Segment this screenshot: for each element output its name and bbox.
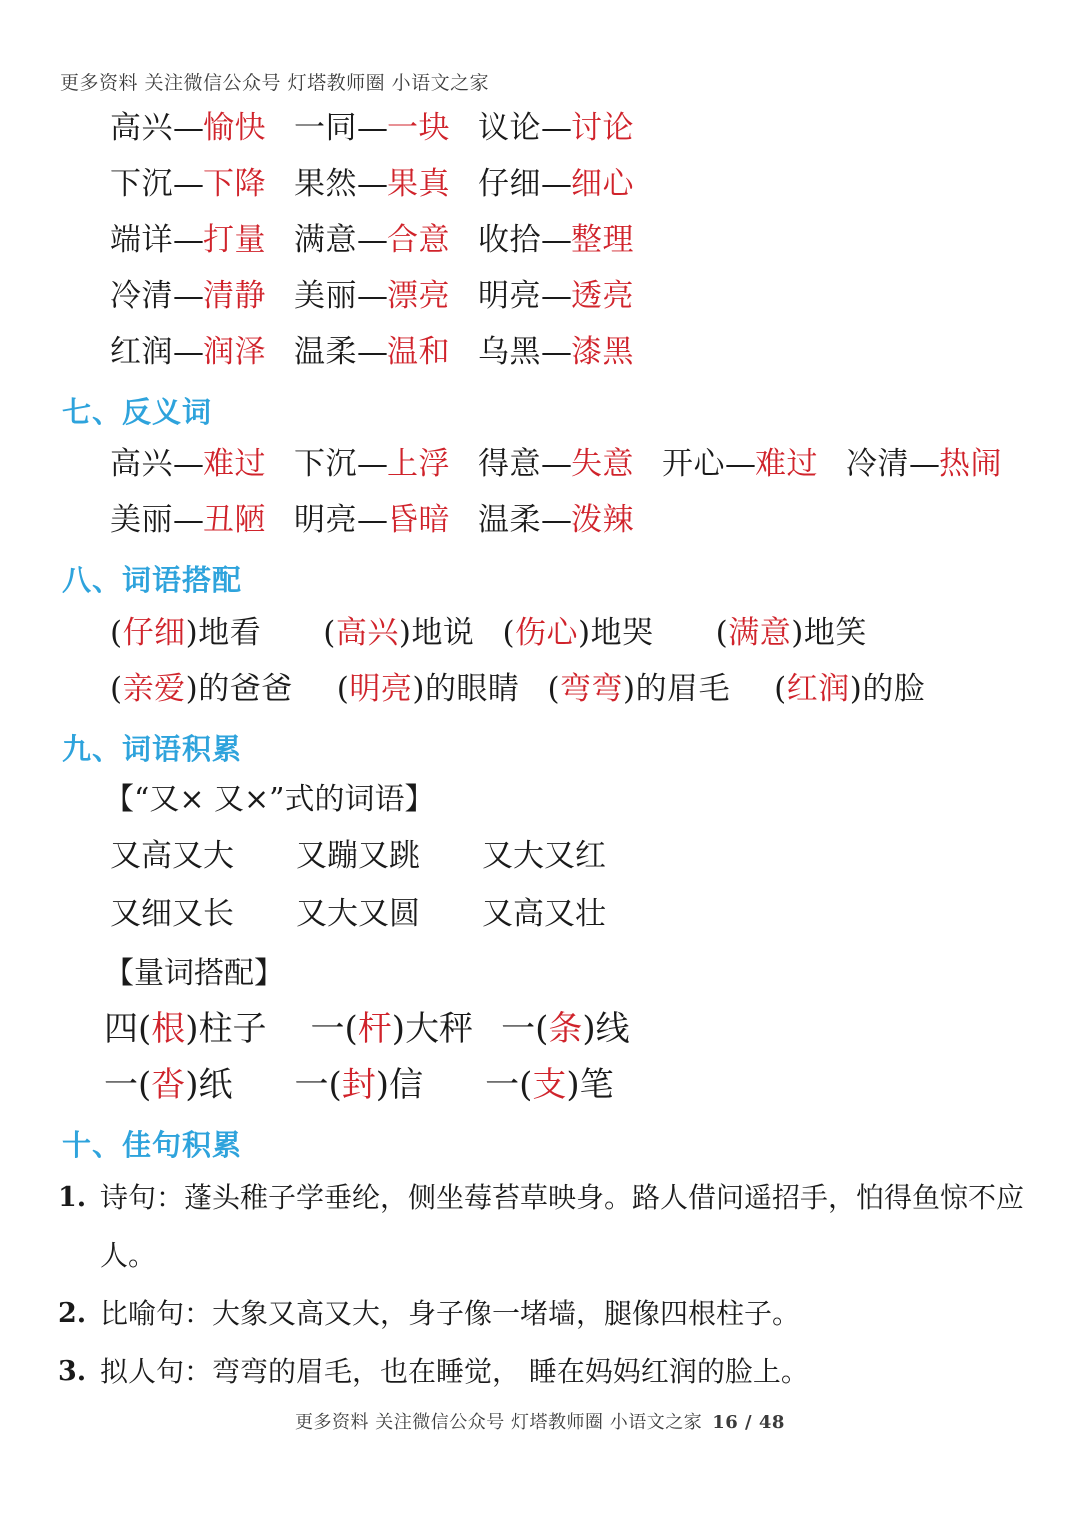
blank-answer: 亲爱 — [122, 670, 186, 707]
liangci-number: 四 — [104, 1008, 138, 1049]
pair-right: 难过 — [203, 446, 266, 483]
pair-dash: — — [909, 446, 939, 483]
section-heading-8: 八、词语搭配 — [62, 563, 243, 598]
blank-answer: 满意 — [728, 614, 792, 651]
collocation-tail: 的脸 — [862, 670, 926, 707]
pair-dash: — — [541, 166, 571, 202]
synonym-row — [110, 100, 1080, 156]
pair-dash: — — [173, 334, 203, 370]
pair-right: 打量 — [203, 222, 266, 258]
section-heading-9: 九、词语积累 — [62, 731, 243, 766]
running-footer-text: 更多资料 关注微信公众号 灯塔教师圈 小语文之家 — [295, 1412, 703, 1433]
pair-dash: — — [541, 222, 571, 258]
list-item-text: 拟人句：弯弯的眉毛，也在睡觉， 睡在妈妈红润的脸上。 — [100, 1355, 809, 1388]
liangci-noun: 大秤 — [405, 1008, 474, 1049]
word-pair — [478, 212, 634, 268]
paren-open: ( — [535, 1008, 549, 1049]
pair-left: 开心 — [662, 446, 725, 483]
pair-right: 失意 — [571, 446, 634, 483]
you-x-word: 又高又大 — [110, 837, 234, 874]
collocation-item — [323, 605, 474, 661]
synonym-row — [110, 212, 1080, 268]
you-x-word: 又大又圆 — [296, 895, 420, 932]
subsection-title-you-x: 【“又× 又×”式的词语】 — [104, 781, 435, 817]
blank-answer: 杆 — [357, 1008, 392, 1049]
paren-close: ) — [412, 670, 425, 707]
section-heading-7: 七、反义词 — [62, 395, 213, 429]
word-pair — [110, 268, 266, 324]
antonym-row — [110, 492, 1080, 548]
pair-dash: — — [173, 502, 203, 539]
paren-open: ( — [138, 1064, 152, 1105]
synonym-row — [110, 324, 1080, 380]
pair-left: 得意 — [478, 446, 541, 483]
you-x-word: 又蹦又跳 — [296, 837, 420, 874]
paren-close: ) — [582, 1008, 596, 1049]
word-pair — [478, 268, 634, 324]
word-pair — [294, 156, 450, 212]
pair-dash: — — [357, 166, 387, 202]
paren-close: ) — [791, 614, 804, 651]
liangci-number: 一 — [104, 1064, 138, 1105]
word-pair — [478, 436, 634, 492]
liangci-item — [104, 1057, 233, 1113]
pair-left: 高兴 — [110, 446, 173, 483]
paren-open: ( — [328, 1064, 342, 1105]
collocation-row — [110, 605, 1080, 661]
pair-dash: — — [541, 502, 571, 539]
pair-left: 下沉 — [294, 446, 357, 483]
pair-left: 冷清 — [846, 446, 909, 483]
liangci-number: 一 — [501, 1008, 536, 1049]
liangci-list — [0, 1001, 1080, 1113]
pair-right: 整理 — [571, 222, 634, 258]
word-pair — [110, 212, 266, 268]
you-x-word: 又细又长 — [110, 895, 234, 932]
collocation-item — [110, 661, 293, 717]
word-pair — [110, 324, 266, 380]
word-pair — [478, 100, 634, 156]
blank-answer: 明亮 — [349, 670, 413, 707]
paren-close: ) — [849, 670, 863, 707]
you-x-word: 又大又红 — [482, 837, 606, 874]
list-item-text: 诗句：蓬头稚子学垂纶，侧坐莓苔草映身。路人借问遥招手，怕得鱼惊不应人。 — [100, 1181, 1025, 1272]
paren-close: ) — [623, 670, 636, 707]
pair-right: 难过 — [755, 446, 818, 483]
pair-dash: — — [357, 334, 387, 370]
collocation-item — [110, 605, 261, 661]
pair-left: 果然 — [294, 166, 357, 202]
word-pair — [110, 436, 266, 492]
pair-left: 满意 — [294, 222, 357, 258]
synonym-row — [110, 268, 1080, 324]
paren-close: ) — [185, 1064, 199, 1105]
paren-open: ( — [519, 1064, 533, 1105]
pair-right: 昏暗 — [387, 502, 450, 539]
collocation-list — [0, 605, 1080, 717]
pair-right: 温和 — [387, 334, 450, 370]
collocation-tail: 地看 — [198, 614, 262, 651]
word-pair — [110, 156, 266, 212]
subsection-title-liangci: 【量词搭配】 — [104, 955, 284, 991]
pair-dash: — — [541, 446, 571, 483]
pair-left: 美丽 — [294, 278, 357, 314]
paren-open: ( — [138, 1008, 152, 1049]
pair-dash: — — [541, 110, 571, 146]
pair-right: 一块 — [387, 110, 450, 146]
paren-close: ) — [375, 1064, 390, 1105]
pair-left: 下沉 — [110, 166, 173, 202]
list-item — [58, 1169, 1066, 1285]
paren-open: ( — [110, 670, 123, 707]
pair-left: 高兴 — [110, 110, 173, 146]
liangci-noun: 纸 — [198, 1064, 233, 1105]
paren-close: ) — [185, 1008, 199, 1049]
pair-right: 合意 — [387, 222, 450, 258]
liangci-item — [104, 1001, 267, 1057]
page-number: 16 / 48 — [712, 1412, 785, 1433]
pair-left: 仔细 — [478, 166, 541, 202]
paren-open: ( — [336, 670, 350, 707]
word-pair — [110, 492, 266, 548]
pair-dash: — — [173, 446, 203, 483]
paren-open: ( — [715, 614, 729, 651]
collocation-item — [502, 605, 653, 661]
liangci-noun: 柱子 — [198, 1008, 267, 1049]
liangci-row — [104, 1057, 1080, 1113]
paren-open: ( — [547, 670, 561, 707]
pair-dash: — — [357, 502, 387, 539]
collocation-tail: 的眉毛 — [635, 670, 731, 707]
paren-open: ( — [502, 614, 516, 651]
blank-answer: 根 — [151, 1008, 186, 1049]
pair-dash: — — [173, 166, 203, 202]
pair-right: 漂亮 — [387, 278, 450, 314]
liangci-item — [485, 1057, 614, 1113]
collocation-tail: 地哭 — [590, 614, 654, 651]
pair-dash: — — [357, 446, 387, 483]
word-pair — [294, 492, 450, 548]
liangci-row — [104, 1001, 1080, 1057]
paren-close: ) — [185, 614, 199, 651]
pair-right: 泼辣 — [571, 502, 634, 539]
collocation-tail: 的爸爸 — [198, 670, 293, 707]
word-pair — [478, 156, 634, 212]
pair-left: 红润 — [110, 334, 173, 370]
pair-left: 乌黑 — [478, 334, 541, 370]
paren-open: ( — [774, 670, 787, 707]
pair-left: 温柔 — [294, 334, 357, 370]
you-x-row — [110, 885, 1080, 943]
list-item-number: 2. — [58, 1298, 87, 1329]
pair-left: 明亮 — [294, 502, 357, 539]
word-pair — [294, 268, 450, 324]
collocation-tail: 的眼睛 — [424, 670, 520, 707]
paren-open: ( — [323, 614, 336, 651]
paren-close: ) — [398, 614, 412, 651]
pair-right: 丑陋 — [203, 502, 266, 539]
collocation-item — [774, 661, 925, 717]
paren-close: ) — [566, 1064, 580, 1105]
collocation-item — [547, 661, 730, 717]
pair-right: 热闹 — [939, 446, 1002, 483]
antonym-row — [110, 436, 1080, 492]
pair-right: 下降 — [203, 166, 266, 202]
liangci-noun: 信 — [389, 1064, 424, 1105]
pair-dash: — — [357, 278, 387, 314]
word-pair — [846, 436, 1002, 492]
word-pair — [110, 100, 266, 156]
liangci-number: 一 — [294, 1064, 329, 1105]
blank-answer: 弯弯 — [560, 670, 624, 707]
pair-right: 上浮 — [387, 446, 450, 483]
pair-dash: — — [173, 110, 203, 146]
word-pair — [662, 436, 818, 492]
blank-answer: 沓 — [151, 1064, 186, 1105]
pair-right: 果真 — [387, 166, 450, 202]
pair-dash: — — [173, 278, 203, 314]
blank-answer: 支 — [532, 1064, 567, 1105]
pair-right: 清静 — [203, 278, 266, 314]
liangci-item — [295, 1057, 424, 1113]
pair-left: 一同 — [294, 110, 357, 146]
pair-right: 漆黑 — [571, 334, 634, 370]
pair-right: 愉快 — [203, 110, 266, 146]
word-pair — [294, 100, 450, 156]
pair-left: 端详 — [110, 222, 173, 258]
pair-dash: — — [173, 222, 203, 258]
blank-answer: 封 — [341, 1064, 376, 1105]
pair-left: 议论 — [478, 110, 541, 146]
pair-left: 收拾 — [478, 222, 541, 258]
list-item-text: 比喻句：大象又高又大，身子像一堵墙，腿像四根柱子。 — [100, 1297, 801, 1330]
liangci-noun: 笔 — [579, 1064, 614, 1105]
pair-right: 润泽 — [203, 334, 266, 370]
collocation-item — [716, 605, 867, 661]
liangci-item — [501, 1001, 630, 1057]
pair-left: 冷清 — [110, 278, 173, 314]
liangci-noun: 线 — [595, 1008, 630, 1049]
paren-close: ) — [185, 670, 199, 707]
collocation-item — [337, 661, 520, 717]
you-x-row — [110, 827, 1080, 885]
you-x-word-list — [0, 827, 1080, 943]
running-footer — [0, 1408, 1080, 1434]
document-content — [0, 100, 1080, 1401]
word-pair — [478, 324, 634, 380]
synonym-row — [110, 156, 1080, 212]
blank-answer: 红润 — [786, 670, 850, 707]
pair-right: 讨论 — [571, 110, 634, 146]
pair-dash: — — [541, 278, 571, 314]
paren-open: ( — [110, 614, 123, 651]
blank-answer: 高兴 — [335, 614, 399, 651]
running-header: 更多资料 关注微信公众号 灯塔教师圈 小语文之家 — [60, 72, 490, 94]
pair-left: 温柔 — [478, 502, 541, 539]
collocation-row — [110, 661, 1080, 717]
pair-dash: — — [357, 110, 387, 146]
list-item — [58, 1343, 1066, 1401]
pair-right: 细心 — [571, 166, 634, 202]
pair-dash: — — [541, 334, 571, 370]
word-pair — [478, 492, 634, 548]
paren-open: ( — [344, 1008, 358, 1049]
synonym-list — [0, 100, 1080, 380]
antonym-list — [0, 436, 1080, 548]
liangci-number: 一 — [485, 1064, 520, 1105]
word-pair — [294, 324, 450, 380]
collocation-tail: 地笑 — [803, 614, 867, 651]
list-item-number: 1. — [58, 1182, 87, 1213]
list-item-number: 3. — [58, 1356, 87, 1387]
word-pair — [294, 212, 450, 268]
collocation-tail: 地说 — [411, 614, 475, 651]
pair-dash: — — [357, 222, 387, 258]
you-x-word: 又高又壮 — [482, 895, 606, 932]
liangci-item — [311, 1001, 474, 1057]
pair-left: 美丽 — [110, 502, 173, 539]
section-heading-10: 十、佳句积累 — [62, 1127, 243, 1162]
blank-answer: 条 — [548, 1008, 583, 1049]
pair-dash: — — [725, 446, 755, 483]
paren-close: ) — [578, 614, 591, 651]
blank-answer: 仔细 — [122, 614, 186, 651]
blank-answer: 伤心 — [515, 614, 579, 651]
pair-right: 透亮 — [571, 278, 634, 314]
paren-close: ) — [391, 1008, 406, 1049]
list-item — [58, 1285, 1066, 1343]
word-pair — [294, 436, 450, 492]
pair-left: 明亮 — [478, 278, 541, 314]
liangci-number: 一 — [310, 1008, 345, 1049]
sentence-list — [0, 1169, 1080, 1401]
